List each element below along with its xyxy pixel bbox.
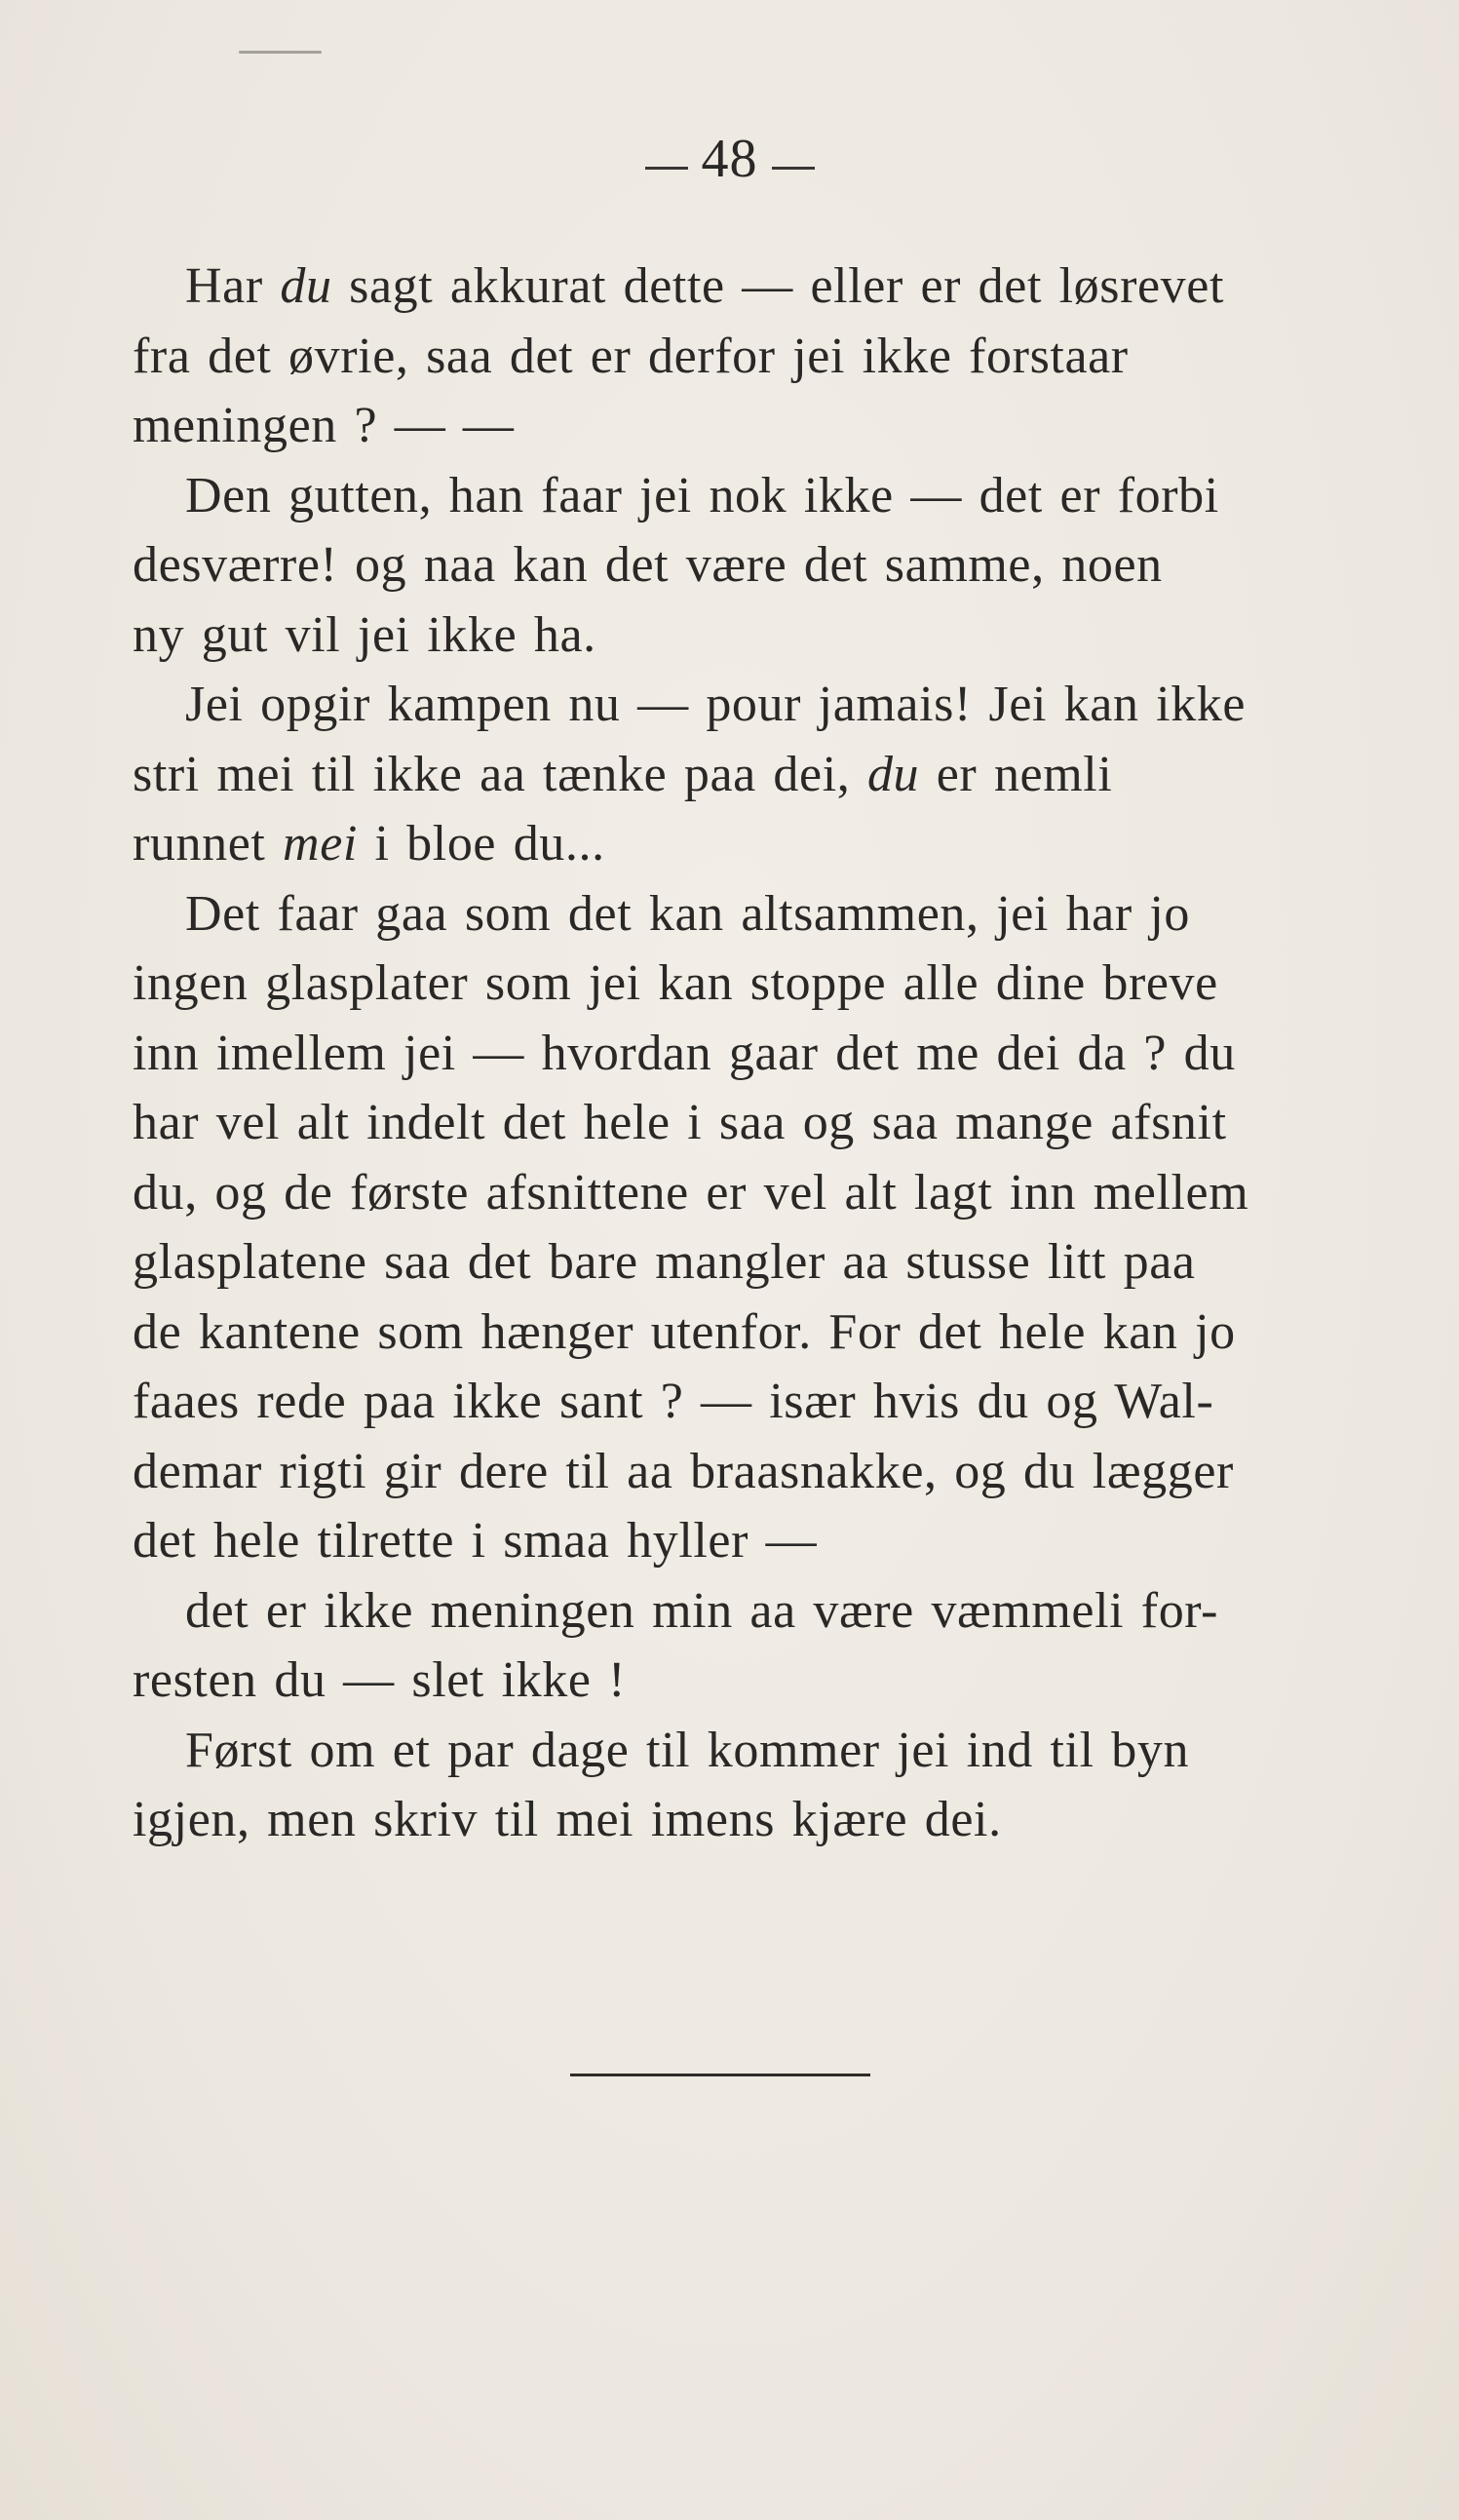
text-line (133, 1506, 1380, 1576)
text-line (133, 1367, 1380, 1437)
text-run: du, og de første afsnittene er vel alt lagt inn mellem (133, 1164, 1249, 1221)
italic-word: mei (283, 816, 358, 872)
right-dash (772, 167, 815, 170)
text-run: i bloe du... (357, 816, 605, 872)
italic-word: du (866, 746, 920, 802)
text-line (133, 1646, 1380, 1716)
text-run: Jei opgir kampen nu — pour jamais! Jei kan ikke (185, 677, 1247, 732)
letter-text (133, 252, 1380, 1855)
text-line (133, 949, 1380, 1019)
text-run: Har (185, 258, 281, 314)
text-line (133, 670, 1380, 740)
text-run: fra det øvrie, saa det er derfor jei ikke forstaar (133, 328, 1129, 384)
text-run: sagt akkurat dette — eller er det løsrevet (331, 258, 1225, 314)
text-run: Den gutten, han faar jei nok ikke — det er forbi (185, 467, 1219, 523)
text-run: stri mei til ikke aa tænke paa dei, (133, 746, 867, 802)
page-number-header (0, 125, 1459, 193)
text-line (133, 1576, 1380, 1647)
text-line (133, 1785, 1380, 1855)
end-rule (570, 2074, 870, 2076)
text-run: det er ikke meningen min aa være væmmeli for- (185, 1582, 1219, 1639)
text-line (133, 530, 1380, 601)
text-run: ingen glasplater som jei kan stoppe alle dine breve (133, 955, 1218, 1011)
text-line (133, 252, 1380, 322)
text-line (133, 391, 1380, 461)
text-run: meningen ? — — (133, 398, 515, 453)
text-line (133, 1437, 1380, 1507)
text-line (133, 322, 1380, 392)
text-run: Først om et par dage til kommer jei ind til byn (185, 1722, 1190, 1778)
text-run: runnet (133, 816, 284, 872)
text-run: ny gut vil jei ikke ha. (133, 606, 596, 663)
top-edge-mark (239, 51, 322, 54)
text-line (133, 879, 1380, 950)
text-run: det hele tilrette i smaa hyller — (133, 1513, 818, 1569)
text-line (133, 1298, 1380, 1368)
text-line (133, 1158, 1380, 1228)
text-line (133, 601, 1380, 671)
text-run: resten du — slet ikke ! (133, 1652, 627, 1708)
text-line (133, 1716, 1380, 1786)
text-run: desværre! og naa kan det være det samme, noen (133, 537, 1163, 593)
text-run: inn imellem jei — hvordan gaar det me dei da ? du (133, 1025, 1236, 1081)
italic-word: du (280, 258, 332, 314)
text-line (133, 809, 1380, 879)
text-run: Det faar gaa som det kan altsammen, jei har jo (185, 885, 1191, 942)
text-run: demar rigti gir dere til aa braasnakke, og du lægger (133, 1443, 1234, 1499)
body-text (133, 252, 1380, 1855)
text-line (133, 1088, 1380, 1158)
text-run: glasplatene saa det bare mangler aa stusse litt paa (133, 1234, 1196, 1290)
text-run: de kantene som hænger utenfor. For det hele kan jo (133, 1303, 1236, 1360)
page-number: 48 (701, 129, 758, 189)
left-dash (645, 167, 688, 170)
text-line (133, 1019, 1380, 1089)
text-run: har vel alt indelt det hele i saa og saa mange afsnit (133, 1095, 1227, 1150)
text-line (133, 1227, 1380, 1298)
text-run: er nemli (919, 746, 1113, 802)
text-line (133, 740, 1380, 810)
text-line (133, 461, 1380, 531)
text-run: faaes rede paa ikke sant ? — især hvis du og Wal- (133, 1374, 1214, 1429)
text-run: igjen, men skriv til mei imens kjære dei. (133, 1792, 1002, 1847)
